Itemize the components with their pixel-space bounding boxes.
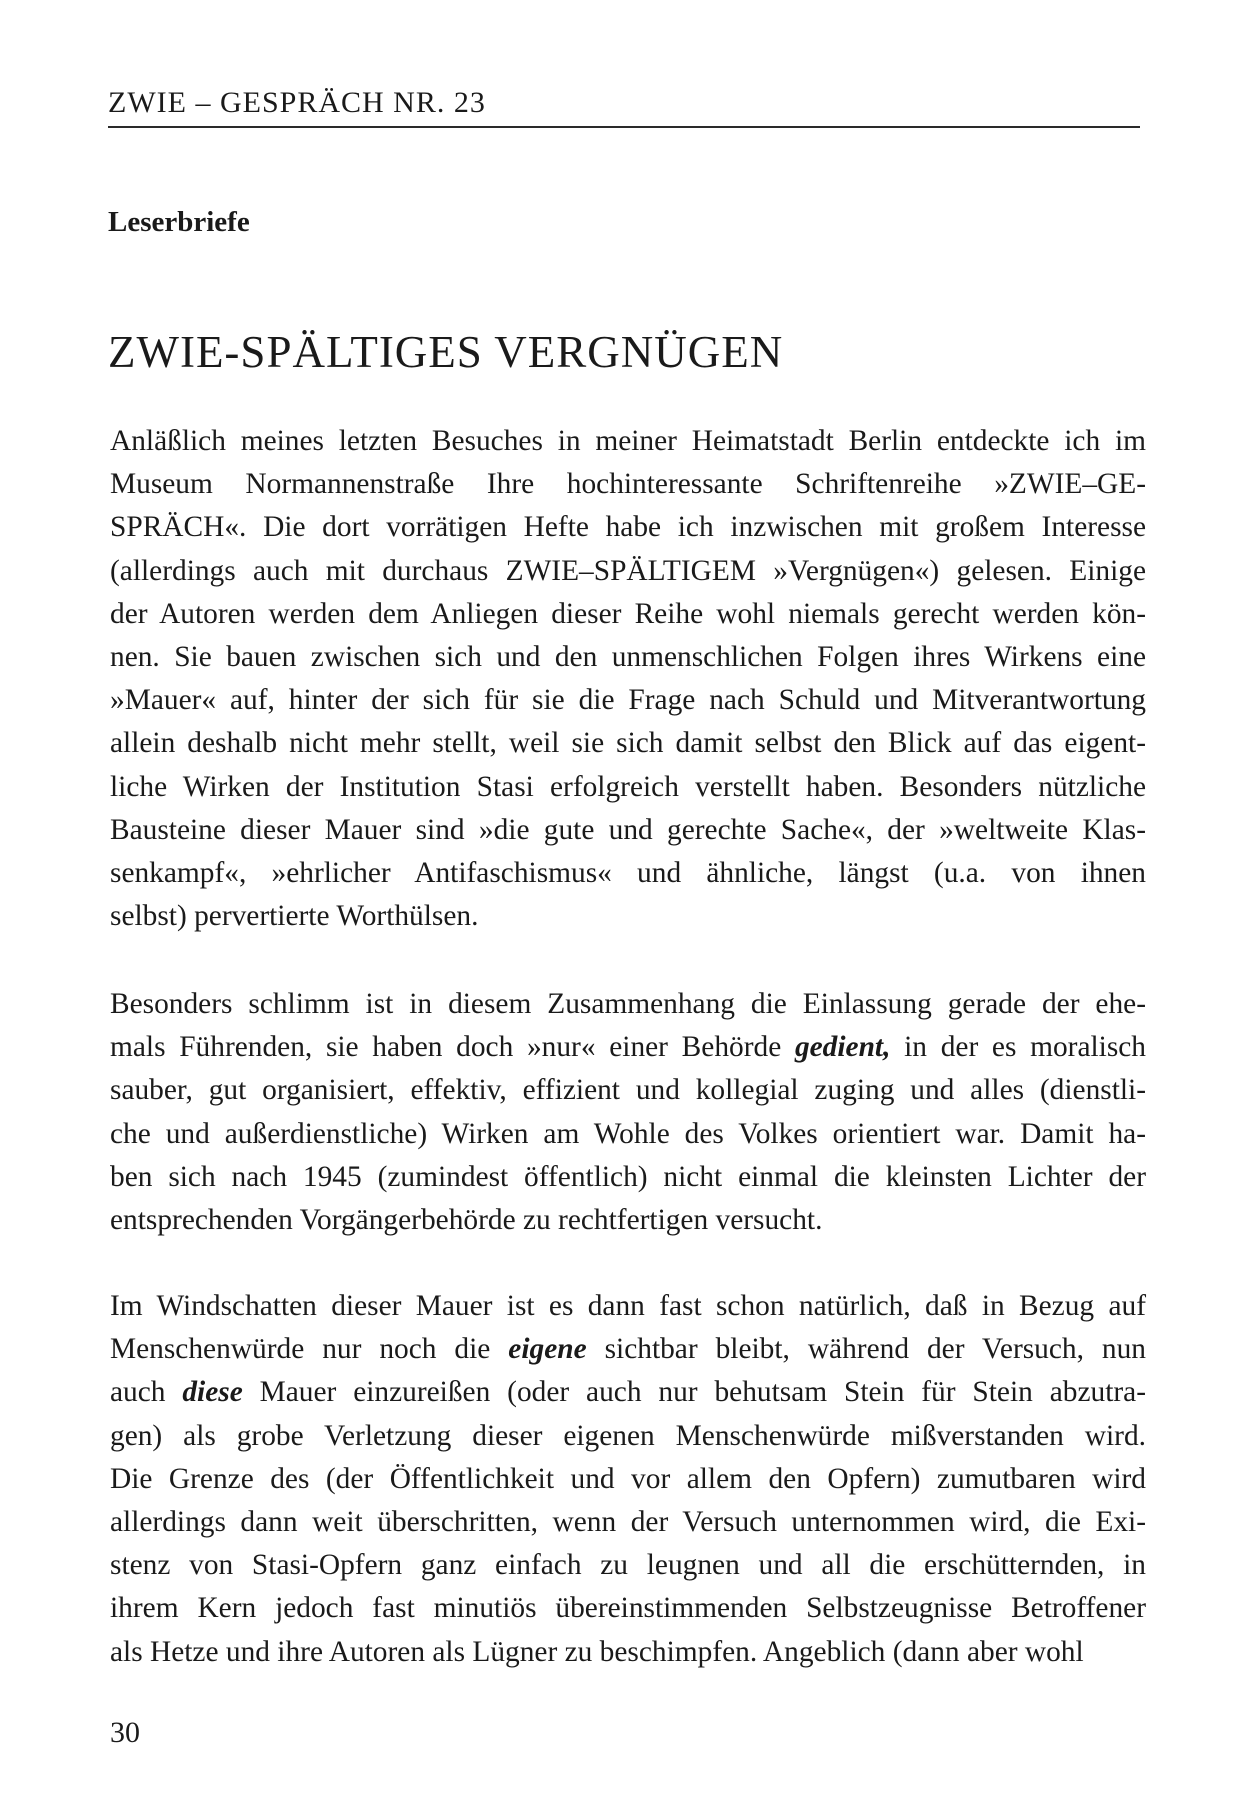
- text-line: [110, 1371, 1146, 1414]
- text-line: entsprechenden Vorgängerbehörde zu rechtfertigen versucht.: [110, 1204, 823, 1237]
- paragraph-3: [110, 1285, 1146, 1674]
- text-line: ihrem Kern jedoch fast minutiös übereinstimmenden Selbstzeugnisse Betroffener: [110, 1592, 1146, 1625]
- text-line: che und außerdienstliche) Wirken am Wohle des Volkes orientiert war. Damit ha-: [110, 1117, 1146, 1150]
- section-label: Leserbriefe: [108, 206, 250, 238]
- paragraph-1: [110, 420, 1146, 938]
- text-line: selbst) pervertierte Worthülsen.: [110, 900, 479, 933]
- text-line: Im Windschatten dieser Mauer ist es dann fast schon natürlich, daß in Bezug auf: [110, 1290, 1146, 1322]
- emphasis-text: diese: [182, 1376, 243, 1409]
- text-run: Menschenwürde nur noch die: [110, 1333, 509, 1366]
- text-run: mals Führenden, sie haben doch »nur« einer Behörde: [110, 1031, 795, 1064]
- article-title: ZWIE-SPÄLTIGES VERGNÜGEN: [108, 327, 784, 377]
- text-line: der Autoren werden dem Anliegen dieser Reihe wohl niemals gerecht werden kön-: [110, 597, 1146, 630]
- text-line: allerdings dann weit überschritten, wenn der Versuch unternommen wird, die Exi-: [110, 1506, 1146, 1539]
- text-run: Mauer einzureißen (oder auch nur behutsam Stein für Stein abzutra-: [242, 1376, 1146, 1409]
- text-run: sichtbar bleibt, während der Versuch, nun: [586, 1333, 1146, 1366]
- emphasis-text: eigene: [508, 1333, 587, 1366]
- running-head: ZWIE – GESPRÄCH NR. 23: [108, 86, 486, 119]
- text-line: sauber, gut organisiert, effektiv, effizient und kollegial zuging und alles (dienstli-: [110, 1074, 1146, 1107]
- text-line: SPRÄCH«. Die dort vorrätigen Hefte habe ich inzwischen mit großem Interesse: [110, 511, 1146, 544]
- header-rule: [108, 126, 1140, 128]
- emphasis-text: gedient,: [794, 1031, 891, 1064]
- text-line: nen. Sie bauen zwischen sich und den unmenschlichen Folgen ihres Wirkens eine: [110, 641, 1146, 674]
- text-line: allein deshalb nicht mehr stellt, weil sie sich damit selbst den Blick auf das eigent-: [110, 727, 1146, 760]
- text-run: auch: [110, 1376, 183, 1409]
- text-line: Bausteine dieser Mauer sind »die gute und gerechte Sache«, der »weltweite Klas-: [110, 813, 1146, 846]
- text-line: Besonders schlimm ist in diesem Zusammenhang die Einlassung gerade der ehe-: [110, 988, 1146, 1020]
- text-line: [110, 1026, 1146, 1069]
- text-line: Museum Normannenstraße Ihre hochinteressante Schriftenreihe »ZWIE–GE-: [110, 468, 1146, 501]
- page-number: 30: [110, 1716, 140, 1749]
- text-line: ben sich nach 1945 (zumindest öffentlich) nicht einmal die kleinsten Lichter der: [110, 1160, 1146, 1193]
- text-line: [110, 1328, 1146, 1371]
- text-run: in der es moralisch: [890, 1031, 1146, 1064]
- text-line: »Mauer« auf, hinter der sich für sie die Frage nach Schuld und Mitverantwortung: [110, 684, 1146, 717]
- text-line: Anläßlich meines letzten Besuches in meiner Heimatstadt Berlin entdeckte ich im: [110, 425, 1146, 457]
- paragraph-2: [110, 983, 1146, 1242]
- text-line: (allerdings auch mit durchaus ZWIE–SPÄLTIGEM »Vergnügen«) gelesen. Einige: [110, 554, 1146, 587]
- text-line: senkampf«, »ehrlicher Antifaschismus« und ähnliche, längst (u.a. von ihnen: [110, 857, 1146, 890]
- text-line: gen) als grobe Verletzung dieser eigenen Menschenwürde mißverstanden wird.: [110, 1419, 1146, 1452]
- text-line: stenz von Stasi-Opfern ganz einfach zu leugnen und all die erschütternden, in: [110, 1549, 1146, 1582]
- text-line: liche Wirken der Institution Stasi erfolgreich verstellt haben. Besonders nützliche: [110, 770, 1146, 803]
- text-line: als Hetze und ihre Autoren als Lügner zu beschimpfen. Angeblich (dann aber wohl: [110, 1635, 1084, 1668]
- text-line: Die Grenze des (der Öffentlichkeit und vor allem den Opfern) zumutbaren wird: [110, 1462, 1146, 1495]
